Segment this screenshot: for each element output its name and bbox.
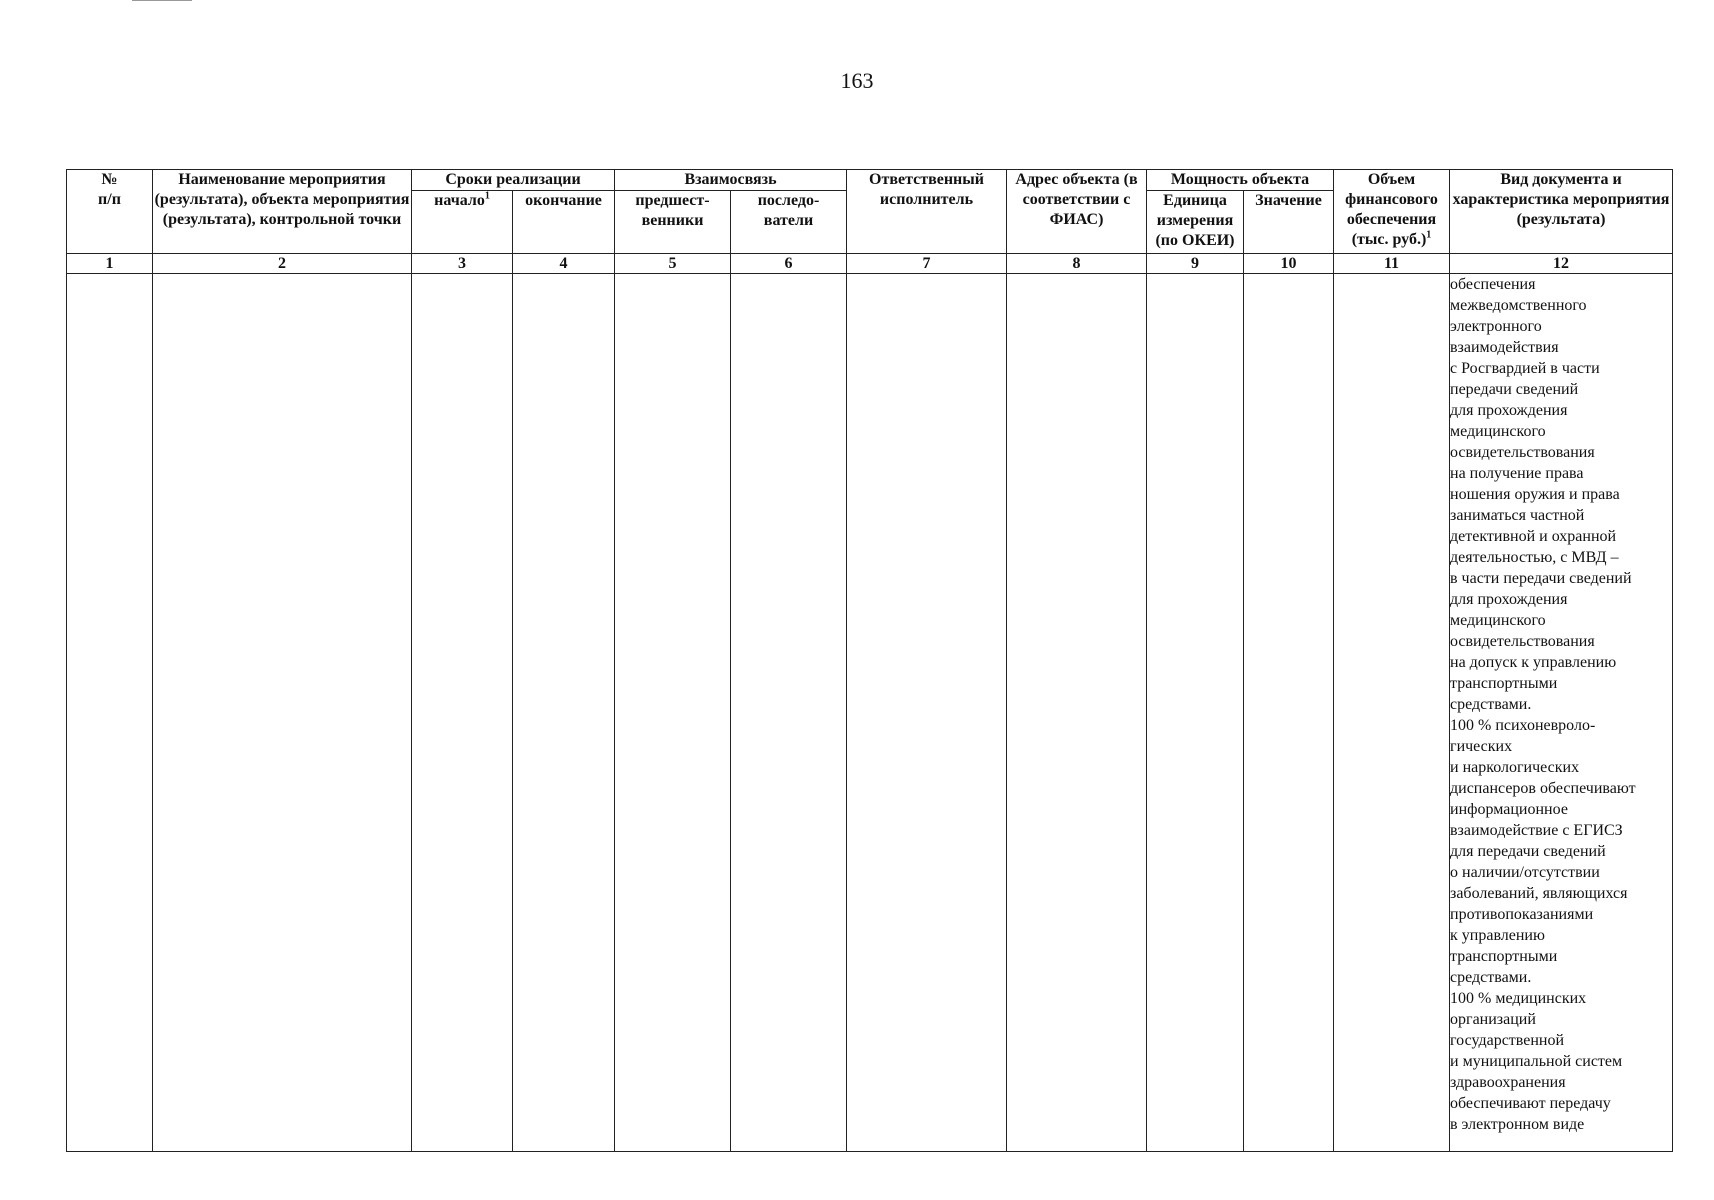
description-line: 100 % психоневроло- [1450, 717, 1596, 734]
cell-address [1007, 274, 1147, 1152]
column-number: 2 [153, 254, 412, 274]
description-line: диспансеров обеспечивают [1450, 780, 1636, 797]
column-number: 10 [1244, 254, 1334, 274]
description-line: обеспечения [1450, 276, 1536, 293]
description-line: средствами. [1450, 969, 1532, 986]
header-funding [1334, 170, 1450, 254]
description-text [1450, 274, 1672, 1135]
description-line: межведомственного [1450, 297, 1587, 314]
description-line: электронного [1450, 318, 1542, 335]
footnote-mark: 1 [484, 190, 490, 202]
header-responsible: Ответственный исполнитель [847, 170, 1007, 254]
header-name: Наименование мероприятия (результата), объекта мероприятия (результата), контрольной точки [153, 170, 412, 254]
cell-predecessors [615, 274, 731, 1152]
column-number: 1 [67, 254, 153, 274]
description-line: взаимодействия [1450, 339, 1559, 356]
header-value: Значение [1244, 191, 1334, 254]
description-line: с Росгвардией в части [1450, 360, 1600, 377]
footnote-mark: 1 [1426, 229, 1432, 241]
description-line: гических [1450, 738, 1513, 755]
description-line: для передачи сведений [1450, 843, 1606, 860]
description-line: заболеваний, являющихся [1450, 885, 1628, 902]
cell-end [513, 274, 615, 1152]
description-line: 100 % медицинских [1450, 990, 1587, 1007]
description-line: средствами. [1450, 696, 1532, 713]
description-line: организаций [1450, 1011, 1536, 1028]
description-line: деятельностью, с МВД – [1450, 549, 1619, 566]
header-successors: последо- ватели [731, 191, 847, 254]
description-line: государственной [1450, 1032, 1565, 1049]
header-predecessors: предшест- венники [615, 191, 731, 254]
funding-label: Объем финансового обеспечения (тыс. руб.) [1345, 171, 1438, 248]
header-start [412, 191, 513, 254]
column-number: 11 [1334, 254, 1450, 274]
description-line: медицинского [1450, 612, 1546, 629]
description-line: взаимодействие с ЕГИСЗ [1450, 822, 1623, 839]
description-line: транспортными [1450, 948, 1558, 965]
description-line: в электронном виде [1450, 1116, 1585, 1133]
description-line: для прохождения [1450, 402, 1568, 419]
cell-start [412, 274, 513, 1152]
column-number: 5 [615, 254, 731, 274]
description-line: на получение права [1450, 465, 1584, 482]
scan-edge-mark [132, 0, 192, 1]
description-line: для прохождения [1450, 591, 1568, 608]
cell-unit [1147, 274, 1244, 1152]
description-line: информационное [1450, 801, 1568, 818]
header-number: № п/п [67, 170, 153, 254]
column-number: 7 [847, 254, 1007, 274]
description-line: к управлению [1450, 927, 1545, 944]
description-line: освидетельствования [1450, 633, 1595, 650]
header-terms: Сроки реализации [412, 170, 615, 191]
description-line: противопоказаниями [1450, 906, 1594, 923]
plan-table [66, 169, 1673, 1152]
cell-number [67, 274, 153, 1152]
description-line: освидетельствования [1450, 444, 1595, 461]
column-number: 12 [1450, 254, 1673, 274]
header-unit: Единица измерения (по ОКЕИ) [1147, 191, 1244, 254]
header-end: окончание [513, 191, 615, 254]
cell-funding [1334, 274, 1450, 1152]
start-label: начало [434, 192, 485, 209]
description-line: на допуск к управлению [1450, 654, 1617, 671]
description-line: и наркологических [1450, 759, 1580, 776]
cell-value [1244, 274, 1334, 1152]
description-line: передачи сведений [1450, 381, 1579, 398]
column-number: 4 [513, 254, 615, 274]
description-line: ношения оружия и права [1450, 486, 1620, 503]
description-line: медицинского [1450, 423, 1546, 440]
cell-responsible [847, 274, 1007, 1152]
description-line: здравоохранения [1450, 1074, 1566, 1091]
column-number: 9 [1147, 254, 1244, 274]
cell-doc-description [1450, 274, 1673, 1152]
column-number: 3 [412, 254, 513, 274]
column-number: 8 [1007, 254, 1147, 274]
description-line: транспортными [1450, 675, 1558, 692]
page-number: 163 [840, 68, 874, 93]
header-doc-type: Вид документа и характеристика мероприятия (результата) [1450, 170, 1673, 254]
header-address: Адрес объекта (в соответствии с ФИАС) [1007, 170, 1147, 254]
cell-name [153, 274, 412, 1152]
header-capacity: Мощность объекта [1147, 170, 1334, 191]
description-line: обеспечивают передачу [1450, 1095, 1611, 1112]
column-number: 6 [731, 254, 847, 274]
header-links: Взаимосвязь [615, 170, 847, 191]
description-line: детективной и охранной [1450, 528, 1617, 545]
description-line: о наличии/отсутствии [1450, 864, 1600, 881]
description-line: в части передачи сведений [1450, 570, 1632, 587]
cell-successors [731, 274, 847, 1152]
description-line: и муниципальной систем [1450, 1053, 1623, 1070]
description-line: заниматься частной [1450, 507, 1585, 524]
